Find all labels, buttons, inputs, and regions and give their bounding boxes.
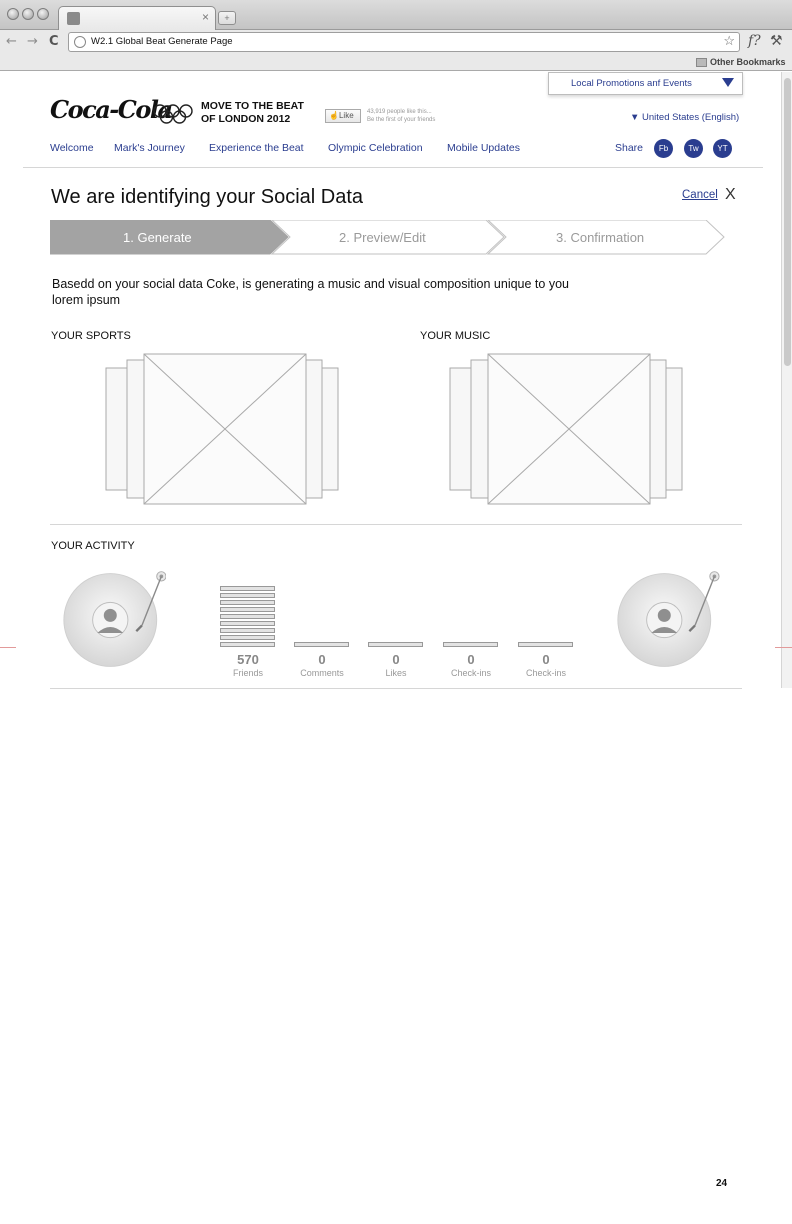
nav-item-mobile-updates[interactable]: Mobile Updates	[447, 142, 520, 154]
activity-bar-segment	[220, 635, 275, 640]
twitter-share-button[interactable]: Tw	[684, 139, 703, 158]
section-label-sports: YOUR SPORTS	[51, 330, 131, 342]
progress-stepper	[50, 220, 728, 256]
chevron-down-icon	[722, 78, 734, 87]
turntable-left-icon	[62, 568, 166, 672]
coca-cola-logo[interactable]: Coca-Cola	[50, 95, 172, 124]
cancel-link[interactable]: Cancel	[682, 189, 718, 201]
nav-item-olympic-celebration[interactable]: Olympic Celebration	[328, 142, 423, 154]
scrollbar-thumb[interactable]	[784, 78, 791, 366]
close-icon[interactable]: X	[725, 186, 736, 203]
nav-item-marks-journey[interactable]: Mark's Journey	[114, 142, 185, 154]
like-button-label: Like	[338, 111, 354, 120]
window-zoom-button[interactable]	[37, 8, 49, 20]
browser-titlebar	[0, 0, 792, 30]
page-scrollbar[interactable]	[781, 72, 792, 688]
section-label-activity: YOUR ACTIVITY	[51, 540, 135, 552]
activity-bar-segment	[220, 607, 275, 612]
activity-bar-segment	[443, 642, 498, 647]
browser-tab[interactable]	[58, 6, 216, 31]
like-count-line2: Be the first of your friends	[367, 117, 436, 123]
address-bar[interactable]	[68, 32, 740, 52]
globe-icon	[74, 36, 86, 48]
activity-stat-label: Friends	[232, 668, 263, 678]
header-divider	[23, 167, 763, 168]
window-close-button[interactable]	[7, 8, 19, 20]
address-text: W2.1 Global Beat Generate Page	[91, 36, 233, 47]
extension-icon[interactable]: f?	[748, 33, 761, 49]
activity-stat-value: 0	[467, 652, 475, 667]
youtube-share-button[interactable]: YT	[713, 139, 732, 158]
back-button[interactable]: ←	[6, 34, 17, 49]
new-tab-button[interactable]: +	[218, 11, 236, 25]
promotions-dropdown-label: Local Promotions anf Events	[571, 78, 692, 89]
section-label-music: YOUR MUSIC	[420, 330, 491, 342]
wrench-icon[interactable]: ⚒	[770, 33, 783, 49]
activity-bar-segment	[220, 642, 275, 647]
favicon-icon	[67, 12, 80, 25]
activity-stat-value: 0	[542, 652, 550, 667]
section-divider	[50, 524, 742, 525]
activity-stat-label: Comments	[300, 668, 344, 678]
activity-bar-segment	[518, 642, 573, 647]
campaign-title	[201, 100, 311, 126]
step-preview-edit[interactable]: 2. Preview/Edit	[339, 230, 426, 245]
campaign-title-line2: OF LONDON 2012	[201, 113, 291, 125]
activity-bar-segment	[220, 586, 275, 591]
locale-selector[interactable]: ▼ United States (English)	[630, 112, 740, 123]
activity-bar-segment	[220, 600, 275, 605]
activity-stat-label: Check-ins	[525, 668, 566, 678]
nav-item-welcome[interactable]: Welcome	[50, 142, 94, 154]
activity-bar-segment	[220, 628, 275, 633]
promotions-dropdown[interactable]	[548, 72, 743, 95]
activity-stat-value: 570	[237, 652, 259, 667]
like-count-line1: 43,919 people like this...	[367, 109, 432, 115]
reload-button[interactable]: C	[49, 34, 59, 49]
intro-text: Basedd on your social data Coke, is generating a music and visual composition unique to you lorem ipsum	[52, 277, 569, 307]
step-confirmation[interactable]: 3. Confirmation	[556, 230, 645, 245]
nav-item-experience-the-beat[interactable]: Experience the Beat	[209, 142, 304, 154]
activity-bar-segment	[220, 614, 275, 619]
olympic-rings-icon	[152, 104, 194, 124]
activity-bar-segment	[220, 593, 275, 598]
page-title: We are identifying your Social Data	[51, 186, 364, 208]
bookmark-star-icon[interactable]: ☆	[723, 33, 735, 48]
like-count-text	[367, 108, 477, 124]
bookmarks-bar	[0, 54, 792, 71]
facebook-share-button[interactable]: Fb	[654, 139, 673, 158]
activity-stat-label: Likes	[385, 668, 407, 678]
activity-stat-value: 0	[318, 652, 326, 667]
page-number: 24	[716, 1178, 728, 1189]
activity-stat-value: 0	[392, 652, 400, 667]
step-generate[interactable]: 1. Generate	[123, 230, 192, 245]
activity-bar-segment	[294, 642, 349, 647]
fold-marker-right	[775, 647, 792, 648]
forward-button[interactable]: →	[27, 34, 38, 49]
activity-divider	[50, 688, 742, 689]
window-minimize-button[interactable]	[22, 8, 34, 20]
fold-marker-left	[0, 647, 16, 648]
sports-image-carousel[interactable]	[104, 352, 342, 506]
activity-bar-segment	[368, 642, 423, 647]
browser-toolbar	[0, 30, 792, 54]
tab-close-icon[interactable]: ×	[201, 10, 209, 24]
other-bookmarks-link[interactable]: Other Bookmarks	[710, 57, 786, 67]
campaign-title-line1: MOVE TO THE BEAT	[201, 100, 304, 112]
facebook-like-button[interactable]	[325, 109, 361, 123]
folder-icon	[696, 58, 707, 67]
share-label: Share	[615, 142, 644, 154]
music-image-carousel[interactable]	[448, 352, 686, 506]
turntable-right-icon	[616, 568, 720, 672]
thumbs-up-icon: ☝	[329, 111, 339, 120]
activity-stat-label: Check-ins	[450, 668, 491, 678]
activity-bar-segment	[220, 621, 275, 626]
